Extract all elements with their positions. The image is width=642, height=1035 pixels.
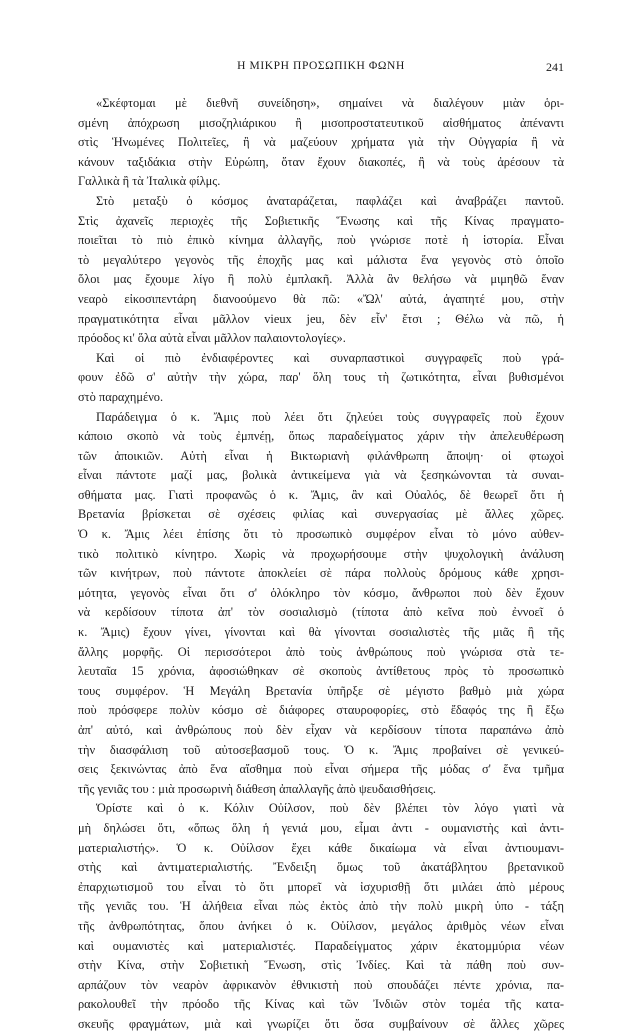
text-line: τῆς γενιᾶς του : μιὰ προσωρινὴ διάθεση ἀπαλλαγῆς ἀπὸ ψευδαισθήσεις.	[78, 781, 436, 796]
text-line: κ. Ἄμις) ἔχουν γίνει, γίνονται καὶ θὰ γίνονται σοσιαλιστὲς τῆς μιᾶς ἢ τῆς	[78, 625, 564, 640]
text-line: τῆς γενιᾶς του. Ἡ ἀλήθεια εἶναι πὼς ἐκτὸς ἀπὸ τὴν πολὺ μικρὴ ὑπο - τάξη	[78, 899, 564, 914]
text-line: πρόοδος κι' ὅλα αὐτὰ εἶναι μᾶλλον παλαιοντολογίες».	[78, 331, 346, 346]
text-line: εἶναι πάντοτε μαζί μας, βολικὰ ἀντικείμενα γιὰ νὰ ξεσηκώνονται τὰ συναι-	[78, 468, 564, 483]
text-line: τους συμφέρον. Ἡ Μεγάλη Βρετανία ὑπῆρξε σὲ μέγιστο βαθμὸ μιὰ χώρα	[78, 683, 564, 698]
text-line: τὴν διασφάλιση τοῦ αὐτοσεβασμοῦ τους. Ὁ κ. Ἄμις προβαίνει σὲ γενικεύ-	[78, 742, 564, 757]
text-line: τῆς ἀνθρωπότητας, ὅπου ἀνήκει ὁ κ. Οὐίλσον, μεγάλος ἀριθμὸς νέων εἶναι	[78, 918, 564, 933]
page-number: 241	[546, 60, 564, 74]
text-line: πραγματικότητα εἶναι μᾶλλον vieux jeu, δὲν εἶν' ἔτσι ; Θέλω νὰ πῶ, ἡ	[78, 311, 564, 326]
text-line: αρπάζουν τὸν νεαρὸν ἀφρικανὸν ἐθνικιστὴ ποὺ σπουδάζει πέντε χρόνια, πα-	[78, 977, 564, 992]
text-line: ρακολουθεῖ τὴν πρόοδο τῆς Κίνας καὶ τῶν Ἰνδιῶν στὸν τομέα τῆς κατα-	[78, 997, 564, 1012]
text-line: κάποιο σκοπὸ νὰ τοὺς ἐμπνέῃ, ὅπως παραδείγματος χάριν τὴν ἀπελευθέρωση	[78, 429, 564, 444]
text-line: καὶ ουμανιστὲς καὶ ματεριαλιστές. Παραδείγματος χάριν ἑκατομμύρια νέων	[78, 938, 564, 953]
text-line: φουν ἐδῶ σ' αὐτὴν τὴν χώρα, παρ' ὅλη τους τὴ ζωτικότητα, εἶναι βυθισμένοι	[78, 370, 564, 385]
text-line: ποὺ πρόσφερε πολὺν κόσμο σὲ διάφορες σταυροφορίες, στὸ ἔδαφός της ἢ ἔξω	[78, 703, 564, 718]
text-line: Ὁρίστε καὶ ὁ κ. Κόλιν Οὐίλσον, ποὺ δὲν βλέπει τὸν λόγο γιατὶ νὰ	[96, 801, 564, 816]
text-line: σεις ξεκινώντας ἀπὸ ἕνα αἴσθημα ποὺ εἶναι σήμερα τῆς μόδας σ' ἕνα τμῆμα	[78, 762, 564, 777]
text-line: Στὶς ἀχανεῖς περιοχὲς τῆς Σοβιετικῆς Ἕνωσης καὶ τῆς Κίνας πραγματο-	[78, 213, 564, 228]
text-line: ποιεῖται τὸ πιὸ ἐπικὸ κίνημα ἀλλαγῆς, ποὺ γνώρισε ποτὲ ἡ ἱστορία. Εἶναι	[78, 233, 564, 248]
text-line: τὸ μεγαλύτερο γεγονὸς τῆς ἐποχῆς μας καὶ μάλιστα ἕνα γεγονὸς στὸ ὁποῖο	[78, 252, 564, 267]
text-line: Γαλλικὰ ἢ τὰ Ἰταλικὰ φίλμς.	[78, 174, 221, 189]
text-line: ὅλοι μας ἔχουμε λίγο ἢ πολὺ ἐμπλακῆ. Ἀλλὰ ἂν θελήσω νὰ μιμηθῶ ἕναν	[78, 272, 564, 287]
text-line: μότητα, γεγονὸς εἶναι ὅτι σ' ὁλόκληρο τὸν κόσμο, ἄνθρωποι ποὺ δὲν ἔχουν	[78, 585, 564, 600]
text-line: Στὸ μεταξὺ ὁ κόσμος ἀναταράζεται, παφλάζει καὶ ἀναβράζει παντοῦ.	[96, 193, 564, 208]
text-line: σμένη ἀπόχρωση μισοζηλιάρικου ἢ μισοπροστατευτικοῦ αἰσθήματος ἀπέναντι	[78, 115, 564, 130]
text-line: μὴ δηλώσει ὅτι, «ὅπως ὅλη ἡ γενιά μου, εἶμαι ἀντι - ουμανιστὴς καὶ ἀντι-	[78, 820, 564, 835]
text-line: στὴν Κίνα, στὴν Σοβιετικὴ Ἕνωση, στὶς Ἰνδίες. Καὶ τὰ πάθη ποὺ συν-	[78, 958, 564, 973]
text-line: σθήματα μας. Γιατὶ προφανῶς ὁ κ. Ἄμις, ἂν καὶ Οὐαλός, δὲ θεωρεῖ ὅτι ἡ	[78, 487, 564, 502]
running-title: Η ΜΙΚΡΗ ΠΡΟΣΩΠΙΚΗ ΦΩΝΗ	[237, 60, 405, 72]
text-line: ἐπαρχιωτισμοῦ του εἶναι τὸ ὅτι μπορεῖ νὰ ἰσχυρισθῇ ὅτι μιλάει ἀπὸ μέρους	[78, 879, 564, 894]
body-text	[78, 94, 564, 1035]
page-header	[78, 60, 564, 80]
text-line: ματεριαλιστής». Ὁ κ. Οὐίλσον ἔχει κάθε δικαίωμα νὰ εἶναι ἀντιουμανι-	[78, 840, 564, 855]
text-line: Βρετανία βρίσκεται σὲ σχέσεις φιλίας καὶ συνεργασίας μὲ ἄλλες χῶρες.	[78, 507, 564, 522]
text-line: ἀπ' αὐτό, καὶ ἀνθρώπους ποὺ δὲν εἶχαν νὰ κερδίσουν τίποτα παραπάνω ἀπὸ	[78, 723, 564, 737]
text-line: στὴς καὶ ἀντιματεριαλιστής. Ἔνδειξη ὅμως τοῦ ἀκατάβλητου βρετανικοῦ	[78, 860, 564, 875]
text-line: τῶν κινήτρων, ποὺ πάντοτε ἀποκλείει σὲ πάρα πολλοὺς δρόμους κάθε χρησι-	[78, 566, 564, 581]
text-line: στὶς Ἡνωμένες Πολιτεῖες, ἢ νὰ μαζεύουν χρήματα γιὰ τὴν Οὐγγαρία ἢ νὰ	[78, 135, 564, 150]
text-line: Ὁ κ. Ἄμις λέει ἐπίσης ὅτι τὸ προσωπικὸ συμφέρον εἶναι τὸ μόνο αὐθεν-	[78, 527, 564, 542]
text-line: κάνουν ταξιδάκια στὴν Εὐρώπη, ὅταν ἔχουν διακοπές, ἢ νὰ τοὺς ἀρέσουν τὰ	[78, 154, 564, 169]
text-line: σκευῆς φραγμάτων, μιὰ καὶ γνωρίζει ὅτι ὅσα συμβαίνουν σὲ ἄλλες χῶρες	[78, 1016, 564, 1031]
text-line: στὸ παραχημένο.	[78, 389, 164, 404]
text-line: Παράδειγμα ὁ κ. Ἄμις ποὺ λέει ὅτι ζηλεύει τοὺς συγγραφεῖς ποὺ ἔχουν	[96, 409, 564, 424]
text-line: τικὸ πολιτικὸ κίνητρο. Χωρὶς νὰ προχωρήσουμε στὴν ψυχολογικὴ ἀνάλυση	[78, 546, 564, 561]
text-line: νεαρὸ εἰκοσιπεντάρη διανοούμενο θὰ πῶ: «Ὤλ' αὐτά, ἀγαπητέ μου, στὴν	[78, 291, 564, 306]
text-line: τῶν ἀποικιῶν. Αὐτὴ εἶναι ἡ Βικτωριανὴ φιλάνθρωπη ἄποψη· οἱ φτωχοὶ	[78, 448, 564, 463]
text-line: νὰ κερδίσουν τίποτα ἀπ' τὸν σοσιαλισμὸ (τίποτα ἀπὸ κεῖνα ποὺ ἐννοεῖ ὁ	[78, 605, 564, 620]
text-line: ἄλλης μορφῆς. Οἱ περισσότεροι ἀπὸ τοὺς ἀνθρώπους ποὺ γνώρισα στὰ τε-	[78, 644, 564, 659]
text-line: Καὶ οἱ πιὸ ἐνδιαφέροντες καὶ συναρπαστικοὶ συγγραφεῖς ποὺ γρά-	[96, 350, 564, 365]
text-line: λευταῖα 15 χρόνια, ἀφοσιώθηκαν σὲ σκοποὺς ἀντίθετους πρὸς τὸ προσωπικὸ	[78, 664, 564, 679]
text-line: «Σκέφτομαι μὲ διεθνῆ συνείδηση», σημαίνει νὰ διαλέγουν μιὰν ὁρι-	[96, 96, 564, 110]
